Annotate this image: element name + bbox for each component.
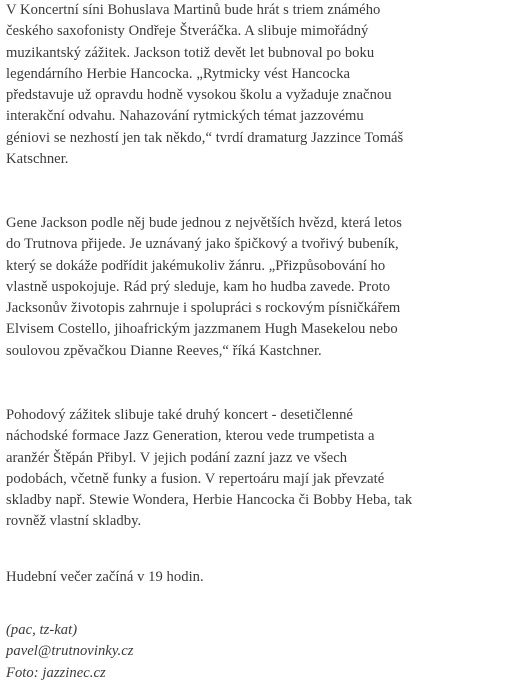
paragraph-jazz-generation: Pohodový zážitek slibuje také druhý koncert - desetičlenné náchodské formace Jazz Generation, kterou vede trumpetista a aranžér Štěpán Přibyl. V jejich podání zazní jazz ve všech podobách, včetně funky a fusion. V repertoáru mají jak převzaté skladby např. Stewie Wondera, Herbie Hancocka či Bobby Heba, tak rovněž vlastní skladby. [6, 407, 413, 530]
paragraph-koncertni-sin: V Koncertní síni Bohuslava Martinů bude hrát s triem známého českého saxofonisty Ondřeje Štveráčka. A slibuje mimořádný muzikantský zážitek. Jackson totiž devět let bubnoval po boku legendárního Herbie Hancocka. „Rytmicky vést Hancocka představuje už opravdu hodně vysokou školu a vyžaduje značnou interakční odvahu. Nahazování rytmických témat jazzovému géniovi se nezhostí jen tak někdo,“ tvrdí dramaturg Jazzince Tomáš Katschner. [6, 2, 404, 168]
author-email-link[interactable]: pavel@trutnovinky.cz [6, 643, 134, 660]
photo-credit: Foto: jazzinec.cz [6, 664, 106, 681]
article-credits [6, 620, 508, 684]
paragraph-start-time: Hudební večer začíná v 19 hodin. [6, 569, 204, 585]
paragraph-gene-jackson: Gene Jackson podle něj bude jednou z největších hvězd, která letos do Trutnova přijede. Je uznávaný jako špičkový a tvořivý bubeník, který se dokáže podřídit jakémukoliv žánru. „Přizpůsobování ho vlastně uspokojuje. Rád prý sleduje, kam ho hudba zavede. Proto Jacksonův životopis zahrnuje i spolupráci s rockovým písničkářem Elvisem Costello, jihoafrickým jazzmanem Hugh Masekelou nebo soulovou zpěvačkou Dianne Reeves,“ říká Kastchner. [6, 215, 402, 359]
author-credit: (pac, tz-kat) [6, 622, 78, 638]
